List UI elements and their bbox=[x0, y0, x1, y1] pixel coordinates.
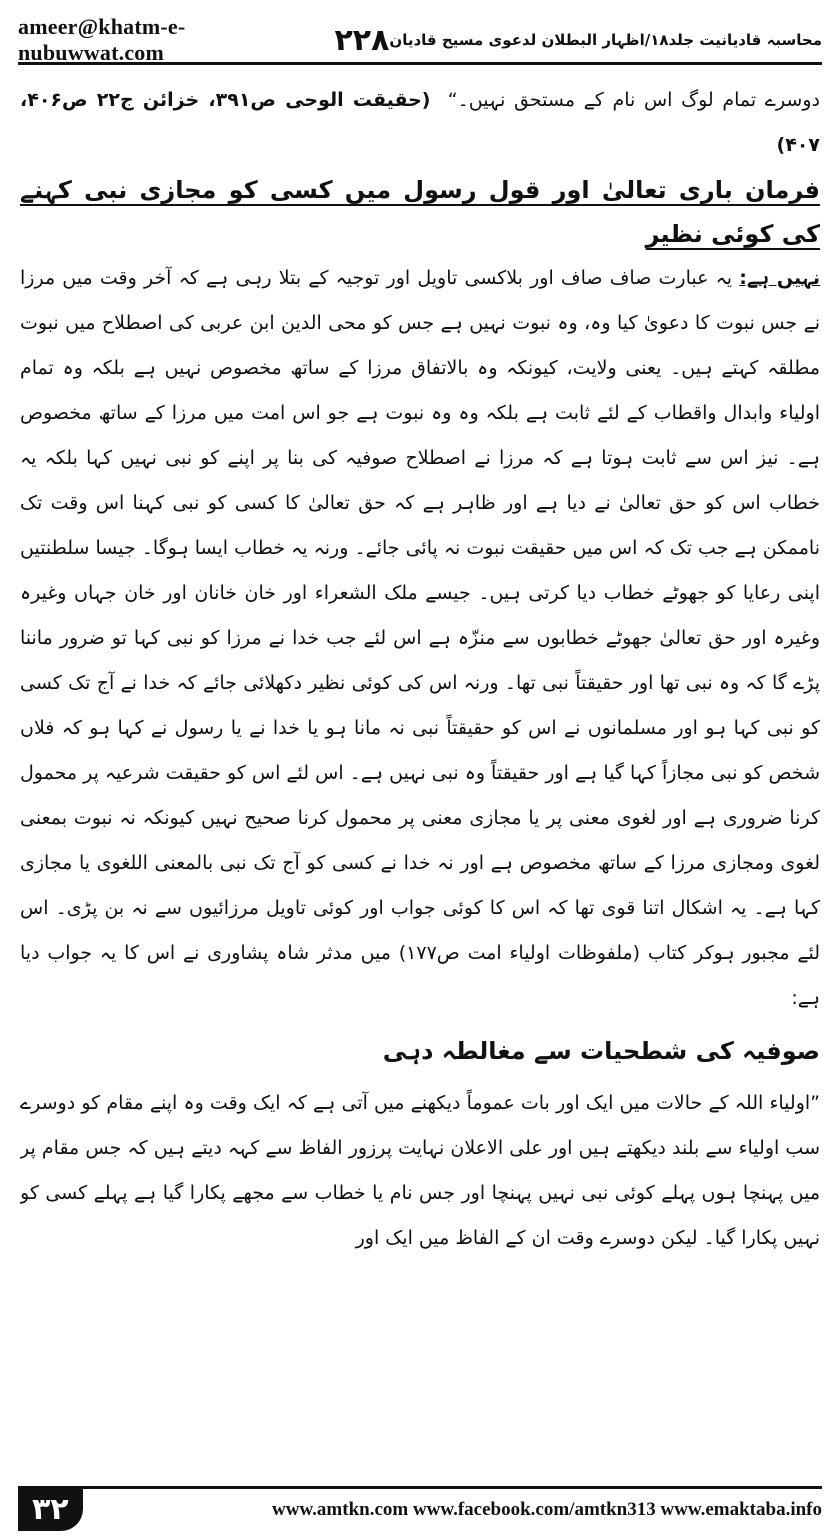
footer-page-number: ۳۲ bbox=[18, 1489, 83, 1531]
quote-citation: (حقیقت الوحی ص۳۹۱، خزائن ج۲۲ ص۴۰۶، ۴۰۷) bbox=[20, 89, 820, 156]
page-footer bbox=[18, 1486, 822, 1531]
header-page-number: ۲۲۸ bbox=[334, 22, 390, 58]
footer-website-links: www.amtkn.com www.facebook.com/amtkn313 www.emaktaba.info bbox=[272, 1499, 822, 1520]
quote-line bbox=[20, 78, 820, 168]
paragraph-1 bbox=[20, 256, 820, 1021]
section-heading-prophethood: فرمان باری تعالیٰ اور قول رسول میں کسی کو مجازی نبی کہنے کی کوئی نظیر bbox=[20, 176, 820, 248]
heading-continuation: نہیں ہے: bbox=[739, 267, 820, 289]
quote-text: دوسرے تمام لوگ اس نام کے مستحق نہیں۔“ bbox=[447, 89, 820, 111]
header-email: ameer@khatm-e-nubuwwat.com bbox=[18, 14, 186, 65]
header-running-title: محاسبہ قادیانیت جلد۱۸/اظہار البطلان لدعوی مسیح قادیان bbox=[389, 31, 822, 49]
paragraph-2: ”اولیاء اللہ کے حالات میں ایک اور بات عموماً دیکھنے میں آتی ہے کہ ایک وقت وہ اپنے مقام کو دوسرے سب اولیاء سے بلند دیکھتے ہیں اور علی الاعلان نہایت پرزور الفاظ سے کہہ دیتے ہیں کہ جس مقام پر میں پہنچا ہوں پہلے کوئی نبی نہیں پہنچا اور جس نام یا خطاب سے مجھے پکارا گیا ہے پہلے کسی کو نہیں پکارا گیا۔ لیکن دوسرے وقت ان کے الفاظ میں ایک اور bbox=[20, 1092, 820, 1249]
paragraph-1-text: یہ عبارت صاف صاف اور بلاکسی تاویل اور توجیہ کے بتلا رہی ہے کہ آخر وقت میں مرزا نے جس نبوت کا دعویٰ کیا وہ، وہ نبوت نہیں ہے جس کو محی الدین ابن عربی کی اصطلاح میں نبوت مطلقہ کہتے ہیں۔ یعنی ولایت، کیونکہ وہ بالاتفاق مرزا کے ساتھ مخصوص نہیں ہے بلکہ وہ تمام اولیاء وابدال واقطاب کے لئے ثابت ہے بلکہ وہ وہ نبوت ہے جو اس امت میں مرزا کے ساتھ مخصوص ہے۔ نیز اس سے ثابت ہوتا ہے کہ مرزا نے اصطلاح صوفیہ کی بنا پر اپنے کو نبی نہیں کہا بلکہ یہ خطاب اس کو حق تعالیٰ نے دیا ہے اور ظاہر ہے کہ حق تعالیٰ کا کسی کو نبی کہنا اس وقت تک ناممکن ہے جب تک کہ اس میں حقیقت نبوت نہ پائی جائے۔ ورنہ یہ خطاب ایسا ہوگا۔ جیسا سلطنتیں اپنی رعایا کو جھوٹے خطاب دیا کرتی ہیں۔ جیسے ملک الشعراء اور خان خانان اور خان جہاں وغیرہ وغیرہ اور حق تعالیٰ جھوٹے خطابوں سے منزّہ ہے اس لئے جب خدا نے مرزا کو نبی کہا تو ضرور ماننا پڑے گا کہ وہ نبی تھا اور حقیقتاً نبی تھا۔ ورنہ اس کی کوئی نظیر دکھلائی جائے کہ خدا نے آج تک کسی کو نبی کہا ہو اور مسلمانوں نے اس کو حقیقتاً نبی نہ مانا ہو یا خدا نے یا رسول نے کہا ہو کہ فلاں شخص کو نبی مجازاً کہا گیا ہے اور حقیقتاً وہ نبی نہیں ہے۔ اس لئے اس کو حقیقت شرعیہ پر محمول کرنا ضروری ہے اور لغوی معنی پر یا مجازی معنی پر محمول کرنا صحیح نہیں کیونکہ نہ نبوت بمعنی لغوی ومجازی مرزا کے ساتھ مخصوص ہے اور نہ خدا نے کسی کو آج تک نبی بالمعنی اللغوی یا مجازی کہا ہے۔ یہ اشکال اتنا قوی تھا کہ اس کا کوئی جواب اور کوئی تاویل مرزائیوں سے نہ بن پڑی۔ اس لئے مجبور ہوکر کتاب (ملفوظات اولیاء امت ص۱۷۷) میں مدثر شاہ پشاوری نے اس کا یہ جواب دیا ہے: bbox=[20, 267, 820, 1009]
page-body bbox=[20, 78, 820, 1446]
section-heading-sufi: صوفیہ کی شطحیات سے مغالطہ دہی bbox=[382, 1037, 820, 1065]
header-left-group bbox=[18, 14, 389, 66]
page-header bbox=[18, 14, 822, 65]
